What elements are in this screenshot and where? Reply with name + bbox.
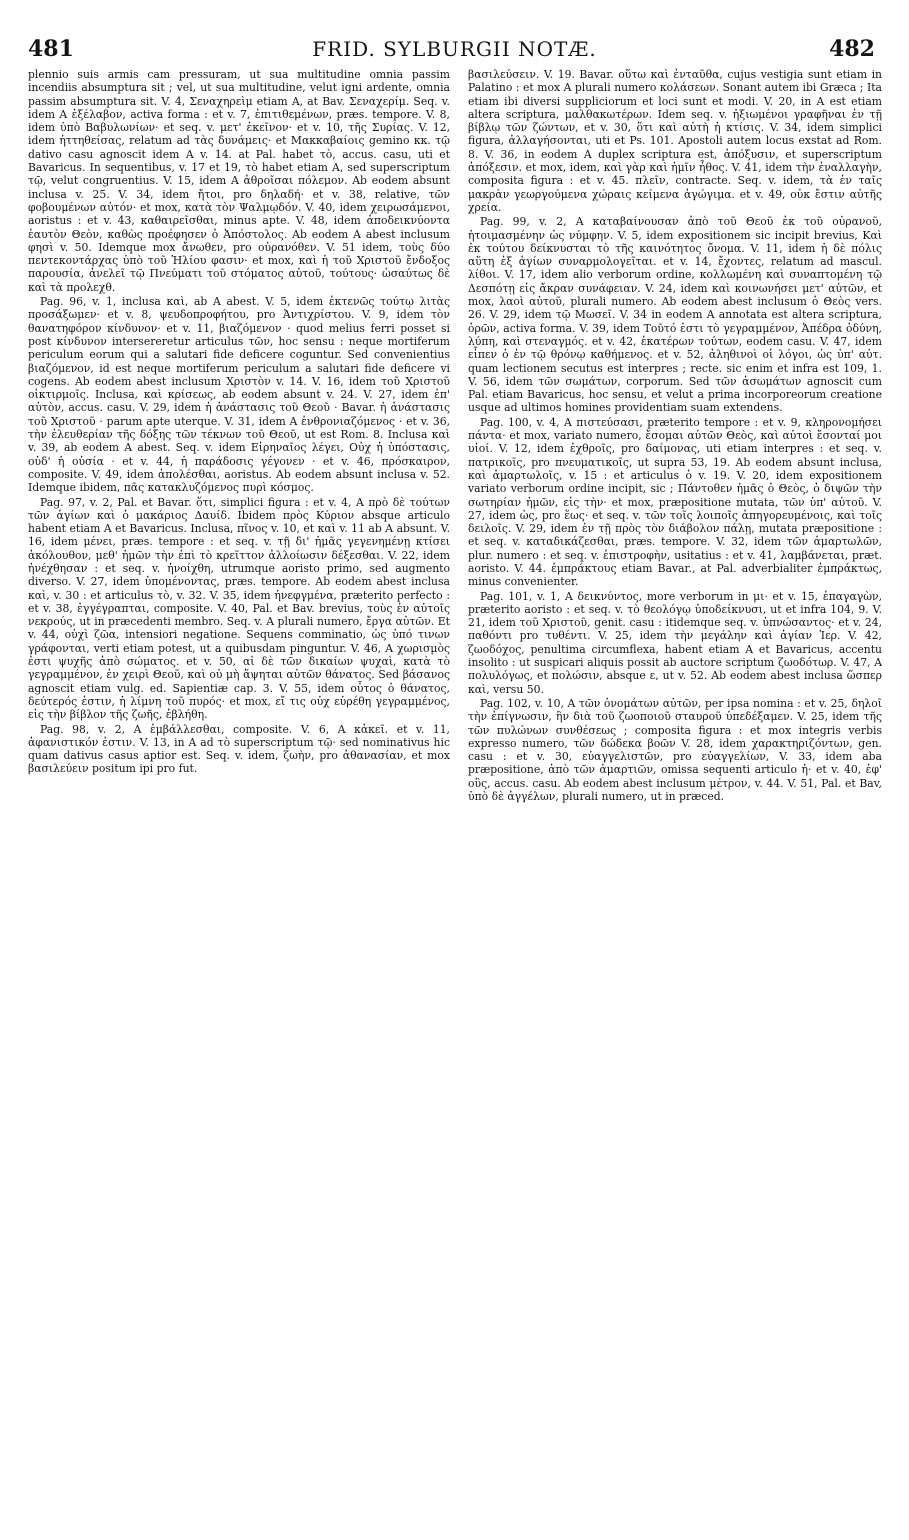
paragraph: Pag. 100, v. 4, A πιστεύσασι, præterito tempore : et v. 9, κληρονομήσει πάντα· et mox, variato numero, ἔσομαι αὐτῶν Θεὸς, καὶ αὐτοὶ ἔσονταί μοι υἱοί. V. 12, idem ἐχθροῖς, pro δαίμονας, uti etiam interpres : et seq. v. πατρικοῖς, pro πνευματικοῖς, ut supra 53, 19. Ab eodem absunt inclusa, καὶ ἁμαρτωλοῖς, v. 15 : et articulus ὁ v. 19. V. 20, idem expositionem variato verborum ordine incipit, sic ; Πάντοθεν ἡμᾶς ὁ Θεὸς, ὁ διψῶν τὴν σωτηρίαν ἡμῶν, εἰς τὴν· et mox, præpositione mutata, τῶν ὑπ' αὐτοῦ. V. 27, idem ὡς, pro ἕως· et seq. v. τῶν τοῖς λοιποῖς ἀπηγορευμένοις, καὶ τοῖς δειλοῖς. V. 29, idem ἐν τῇ πρὸς τὸν διάβολον πάλῃ, mutata præpositione : et seq. v. καταδικάζεσθαι, præs. tempore. V. 32, idem τῶν ἁμαρτωλῶν, plur. numero : et seq. v. ἐπιστροφὴν, usitatius : et v. 41, λαμβάνεται, præt. aoristo. V. 44. ἐμπράκτους etiam Bavar., at Pal. adverbialiter ἐμπράκτως, minus convenienter. xyxy=(468,415,882,589)
paragraph: Pag. 99, v. 2, A καταβαίνουσαν ἀπὸ τοῦ Θεοῦ ἐκ τοῦ οὐρανοῦ, ἡτοιμασμένην ὡς νύμφην. V. 5, idem expositionem sic incipit brevius, Καὶ ἐκ τούτου δείκνυσται τὸ τῆς καινότητος ὄνομα. V. 11, idem ἡ δὲ πόλις αὕτη ἐξ ἁγίων συναρμολογεῖται. et v. 14, ἔχοντες, relatum ad mascul. λίθοι. V. 17, idem alio verborum ordine, κολλωμένη καὶ συναπτομένη τῷ Δεσπότῃ εἰς ἄκραν συνάφειαν. V. 24, idem καὶ κοινωνήσει μετ' αὐτῶν, et mox, λαοὶ αὐτοῦ, plurali numero. Ab eodem abest inclusum ὁ Θεὸς vers. 26. V. 29, idem τῷ Μωσεῖ. V. 34 in eodem A annotata est altera scriptura, ὁρῶν, activa forma. V. 39, idem Τοῦτό ἐστι τὸ γεγραμμένον, Ἀπέδρα ὀδύνη, λύπη, καὶ στεναγμός. et v. 42, ἑκατέρων τούτων, eodem casu. V. 47, idem εἶπεν ὁ ἐν τῷ θρόνῳ καθήμενος. et v. 52, ἀληθινοὶ οἱ λόγοι, ὡς ὑπ' αὐτ. quam lectionem secutus est interpres ; recte. sic enim et infra est 109, 1. V. 56, idem τῶν σωμάτων, corporum. Sed τῶν ἀσωμάτων agnoscit cum Pal. etiam Bavaricus, hoc sensu, et velut a prima incorporeorum creatione usque ad ultimos homines providentiam suam extendens. xyxy=(468,215,882,415)
paragraph: Pag. 98, v. 2, A ἐμβάλλεσθαι, composite. V. 6, A κἀκεῖ. et v. 11, ἀφανιστικόν ἐστιν. V. 13, in A ad τὸ superscriptum τῷ· sed nominativus hic quam dativus casus aptior est. Seq. v. idem, ζωὴν, pro ἀθανασίαν, et mox βασιλεύειν positum ipi pro fut. xyxy=(28,722,450,776)
paragraph: βασιλεύσειν. V. 19. Bavar. οὕτω καὶ ἐνταῦθα, cujus vestigia sunt etiam in Palatino : et mox A plurali numero κολάσεων. Sonant autem ibi Græca ; Ita etiam ibi diversi suppliciorum et loci sunt et modi. V. 20, in A est etiam altera scriptura, μαλθακωτέρων. Idem seq. v. ἠξιωμένοι γραφῆναι ἐν τῇ βίβλῳ τῶν ζώντων, et v. 30, ὅτι καὶ αὐτὴ ἡ κτίσις. V. 34, idem simplici figura, ἀλλαγήσονται, uti et Ps. 101. Apostoli autem locus exstat ad Rom. 8. V. 36, in eodem A duplex scriptura est, ἀπόξυσιν, et superscriptum ἀπόξεσιν. et mox, idem, καὶ γὰρ καὶ ἡμῖν ἦθος. V. 41, idem τὴν ἐναλλαγὴν, composita figura : et v. 45. πλεῖν, contracte. Seq. v. idem, τὰ ἐν ταῖς μακρὰν γεωργούμενα χώραις κείμενα ἀγώγιμα. et v. 49, οὐκ ἔστιν αὐτῆς χρεία. xyxy=(468,68,882,214)
paragraph: Pag. 97, v. 2, Pal. et Bavar. ὅτι, simplici figura : et v. 4, A πρὸ δὲ τούτων τῶν ἁγίων καὶ ὁ μακάριος Δαυίδ. Ibidem πρὸς Κύριον absque articulo habent etiam A et Bavaricus. Inclusa, πῖνος v. 10, et καὶ v. 11 ab A absunt. V. 16, idem μένει, præs. tempore : et seq. v. τῇ δι' ἡμᾶς γεγενημένῃ κτίσει ἀκόλουθον, μεθ' ἡμῶν τὴν ἐπὶ τὸ κρεῖττον ἀλλοίωσιν δέξεσθαι. V. 22, idem ἠνέχθησαν : et seq. v. ἠνοίχθη, utrumque aoristo primo, sed augmento diverso. V. 27, idem ὑπομένοντας, præs. tempore. Ab eodem abest inclusa καὶ, v. 30 : et articulus τὸ, v. 32. V. 35, idem ἠνεφγμένα, præterito perfecto : et v. 38, ἐγγέγραπται, composite. V. 40, Pal. et Bav. brevius, τοὺς ἐν αὐτοῖς νεκρούς, ut in præcedenti membro. Seq. v. A plurali numero, ἔργα αὐτῶν. Et v. 44, οὐχὶ ζῶα, intensiori negatione. Sequens comminatio, ὡς ὑπό τινων γράφονται, verti etiam potest, ut a quibusdam pinguntur. V. 46, A χωρισμὸς ἐστι ψυχῆς ἀπὸ σώματος. et v. 50, αἱ δὲ τῶν δικαίων ψυχαὶ, κατὰ τὸ γεγραμμένον, ἐν χειρὶ Θεοῦ, καὶ οὐ μὴ ἅψηται αὐτῶν θάνατος. Sed βάσανος agnoscit etiam vulg. ed. Sapientiæ cap. 3. V. 55, idem οὗτος ὁ θάνατος, δεύτερός ἐστιν, ἡ λίμνη τοῦ πυρός· et mox, εἴ τις οὐχ εὑρέθη γεγραμμένος, εἰς τὴν βίβλον τῆς ζωῆς, ἐβλήθη. xyxy=(28,495,450,722)
left-column xyxy=(28,68,450,1530)
running-title: FRID. SYLBURGII NOTÆ. xyxy=(312,37,597,61)
paragraph: Pag. 102, v. 10, A τῶν ὀνομάτων αὐτῶν, per ipsa nomina : et v. 25, δηλοῖ τὴν ἐπίγνωσιν, ἣν διὰ τοῦ ζωοποιοῦ σταυροῦ ὑπεδέξαμεν. V. 25, idem τῆς τῶν πυλώνων συνθέσεως ; composita figura : et mox integris verbis expresso numero, τῶν δώδεκα βοῶν V. 28, idem χαρακτηριζόντων, gen. casu : et v. 30, εὐαγγελιστῶν, pro εὐαγγελίων, V. 33, idem aba præpositione, ἀπὸ τῶν ἁμαρτιῶν, omissa sequenti articulo ἡ· et v. 40, ἐφ' οὓς, accus. casu. Ab eodem abest inclusum μέτρον, v. 44. V. 51, Pal. et Bav, ὑπὸ δὲ ἀγγέλων, plurali numero, ut in præced. xyxy=(468,696,882,804)
paragraph: plennio suis armis cam pressuram, ut sua multitudine omnia passim incendiis absumptura sit ; vel, ut sua multitudine, velut igni ardente, omnia passim absumptura sit. V. 4, Σεναχηρεὶμ etiam A, at Bav. Σεναχερίμ. Seq. v. idem A ἐξέλαβον, activa forma : et v. 7, ἐπιτιθεμένων, præs. tempore. V. 8, idem ὑπὸ Βαβυλωνίων· et seq. v. μετ' ἐκεῖνον· et v. 10, τῆς Συρίας. V. 12, idem ἡττηθείσας, relatum ad τὰς δυνάμεις· et Μακκαβαίοις gemino κκ. τῷ dativo casu agnoscit idem A v. 14. at Pal. habet τὸ, accus. casu, uti et Bavaricus. In sequentibus, v. 17 et 19, τὸ habet etiam A, sed superscriptum τῷ, velut congruentius. V. 15, idem A ἀθροῖσαι πόλεμον. Ab eodem absunt inclusa v. 25. V. 34, idem ἤτοι, pro δηλαδή· et v. 38, relative, τῶν φοβουμένων αὐτόν· et mox, κατὰ τὸν Ψαλμῳδόν. V. 40, idem χειρωσάμενοι, aoristus : et v. 43, καθαιρεῖσθαι, minus apte. V. 48, idem ἀποδεικνύοντα ἑαυτὸν Θεὸν, καθὼς προέφησεν ὁ Ἀπόστολος. Ab eodem A abest inclusum φησὶ v. 50. Idemque mox ἄνωθεν, pro οὐρανόθεν. V. 51 idem, τοὺς δύο πεντεκοντάρχας ὑπὸ τοῦ Ἡλίου φασιν· et mox, καὶ ἡ τοῦ Χριστοῦ ἔνδοξος παρουσία, ἀνελεῖ τῷ Πνεύματι τοῦ στόματος αὐτοῦ, τούτους· ὡσαύτως δὲ καὶ τὰ προλεχθ. xyxy=(28,68,450,294)
paragraph: Pag. 101, v. 1, A δεικνύντος, more verborum in μι· et v. 15, ἐπαγαγὼν, præterito aoristo : et seq. v. τὸ θεολόγῳ ὑποδείκνυσι, ut et infra 104, 9. V. 21, idem τοῦ Χριστοῦ, genit. casu : itidemque seq. v. ὑπνώσαντος· et v. 24, παθόντι pro τυθέντι. V. 25, idem τὴν μεγάλην καὶ ἁγίαν Ἱερ. V. 42, ζωοδόχος, penultima circumflexa, habent etiam A et Bavaricus, accentu insolito : ut suspicari aliquis possit ab auctore scriptum ζωοδότωρ. V. 47, A πολυλόγως, et πολώσιν, absque ε, ut v. 52. Ab eodem abest inclusa ὥσπερ καὶ, versu 50. xyxy=(468,589,882,696)
right-column xyxy=(468,68,882,1530)
running-header xyxy=(0,36,909,64)
page-number-right: 482 xyxy=(829,36,875,62)
page-number-left: 481 xyxy=(28,36,74,62)
paragraph: Pag. 96, v. 1, inclusa καὶ, ab A abest. V. 5, idem ἐκτενῶς τούτῳ λιτὰς προσάξωμεν· et v. 8, ψευδοπροφήτου, pro Ἀντιχρίστου. V. 9, idem τὸν θανατηφόρον κίνδυνον· et v. 11, βιαζόμενον · quod melius ferri posset si post κίνδυνον intersereretur articulus τῶν, hoc sensu : neque mortiferum periculum eorum qui a salutari fide deficere coguntur. Sed convenientius βιαζόμενον, id est neque mortiferum periculum a salutari fide deficere vi cogens. Ab eodem abest inclusum Χριστὸν v. 14. V. 16, idem τοῦ Χριστοῦ οἰκτιρμοῖς. Inclusa, καὶ κρίσεως, ab eodem absunt v. 24. V. 27, idem ἐπ' αὐτὸν, accus. casu. V. 29, idem ἡ ἀνάστασις τοῦ Θεοῦ · Bavar. ἡ ἀνάστασις τοῦ Χριστοῦ · parum apte uterque. V. 31, idem A ἐνθρονιαζόμενος · et v. 36, τὴν ἐλευθερίαν τῆς δόξης τῶν τέκνων τοῦ Θεοῦ, ut est Rom. 8. Inclusa καὶ v. 39, ab eodem A abest. Seq. v. idem Εἰρηναῖος λέγει, Οὐχ ἡ ὑπόστασις, οὐδ' ἡ οὐσία · et v. 44, ἡ παράδοσις γέγονεν · et v. 46, πρόσκαιρον, composite. V. 49, idem ἀπολέσθαι, aoristus. Ab eodem absunt inclusa v. 52. Idemque ibidem, πᾶς κατακλυζόμενος πυρὶ κόσμος. xyxy=(28,295,450,495)
